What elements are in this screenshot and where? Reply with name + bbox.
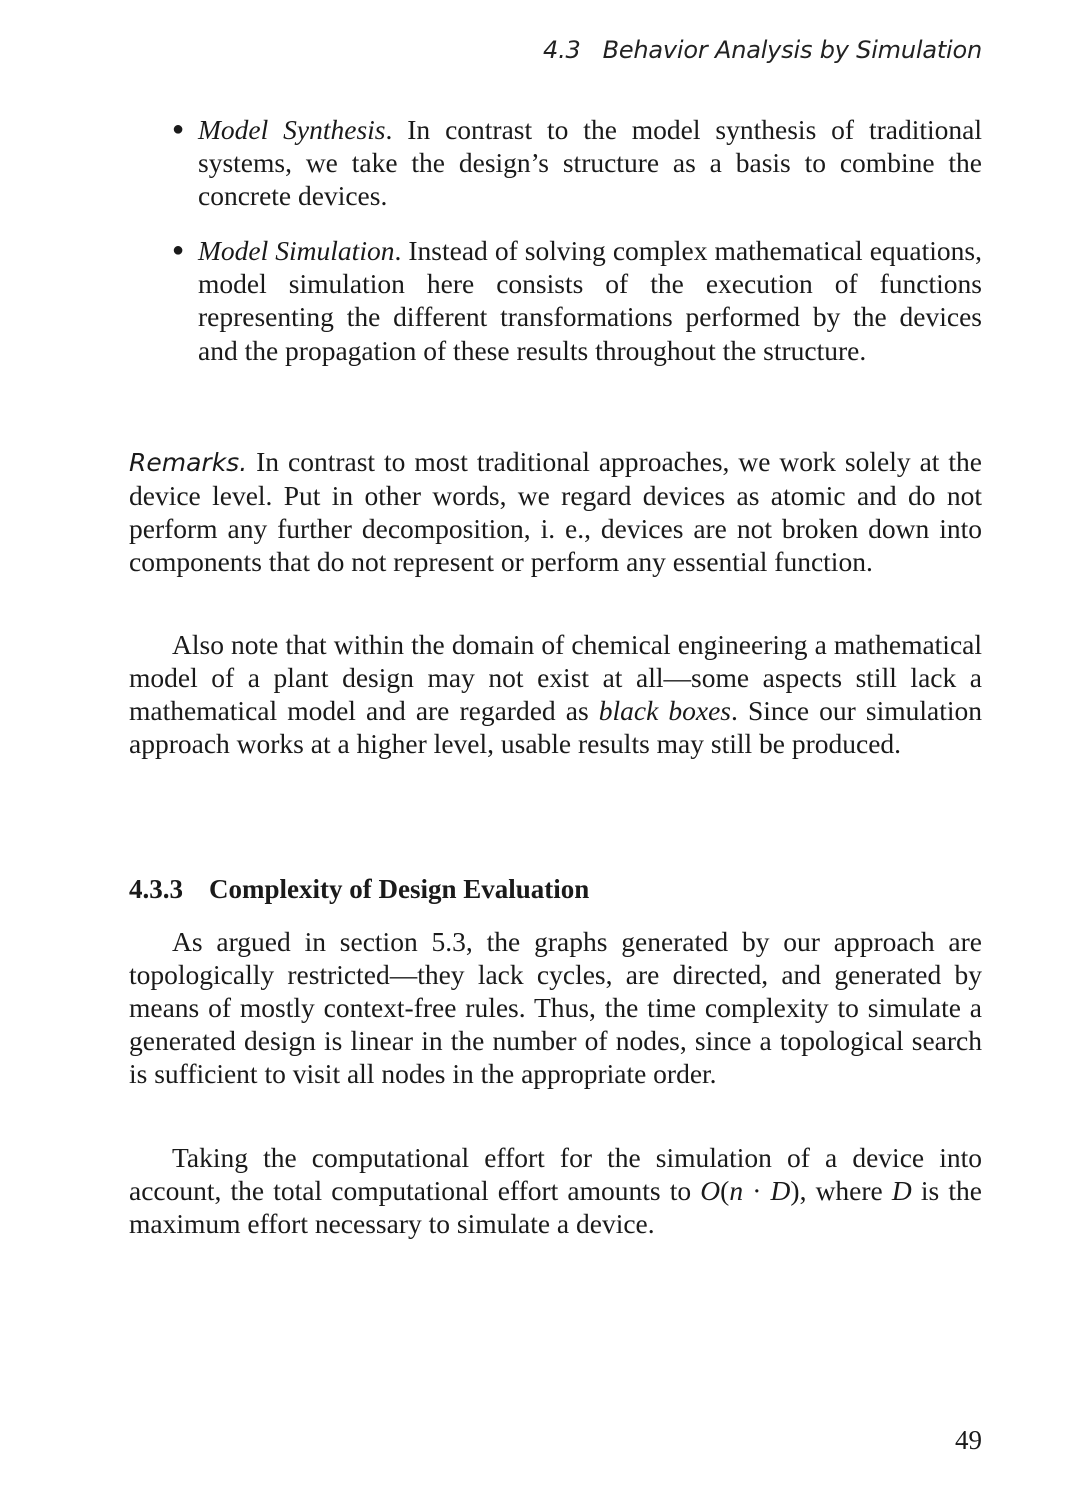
- paragraph-text-before: Taking the computational effort for the simulation of a device into account, the total computational effort amounts to: [129, 1142, 982, 1207]
- page-number: 49: [955, 1425, 982, 1455]
- variable-D: D: [891, 1175, 912, 1207]
- formula-dot: ·: [743, 1175, 771, 1207]
- running-head-section-number: 4.3: [543, 36, 581, 64]
- paragraph-emphasis: black boxes: [598, 695, 731, 727]
- black-boxes-paragraph: [129, 628, 982, 760]
- formula-close-paren: ): [790, 1175, 800, 1207]
- formula-open-paren: (: [720, 1175, 730, 1207]
- bullet-text: . In contrast to the model synthesis of traditional systems, we take the design’s structure as a basis to combine the concrete devices.: [198, 114, 982, 212]
- paragraph-text-after: . Since our simulation approach works at a higher level, usable results may still be produced.: [129, 695, 982, 760]
- bullet-list: [129, 113, 982, 367]
- bullet-text: . Instead of solving complex mathematical equations, model simulation here consists of the execution of functions representing the different transformations performed by the devices and the propagation of these results throughout the structure.: [198, 235, 982, 366]
- remarks-text: In contrast to most traditional approaches, we work solely at the device level. Put in other words, we regard devices as atomic and do not perform any further decomposition, i. e., devices are not broken down into components that do not represent or perform any essential function.: [129, 446, 982, 578]
- formula-n: n: [729, 1175, 744, 1207]
- formula-O: O: [700, 1175, 721, 1207]
- remarks-label: Remarks.: [129, 448, 248, 477]
- bullet-item-model-simulation: [129, 234, 982, 366]
- running-head-title: Behavior Analysis by Simulation: [602, 36, 982, 64]
- section-title: Complexity of Design Evaluation: [209, 874, 590, 904]
- bullet-term: Model Synthesis: [198, 114, 386, 145]
- section-number: 4.3.3: [129, 874, 183, 904]
- running-head: [543, 36, 982, 64]
- complexity-formula: [700, 1175, 799, 1206]
- bullet-item-model-synthesis: [129, 113, 982, 212]
- paragraph-text-before: Also note that within the domain of chemical engineering a mathematical model of a plant design may not exist at all—some aspects still lack a mathematical model and are regarded as: [129, 629, 982, 727]
- effort-paragraph: [129, 1141, 982, 1240]
- bullet-dot-icon: ●: [172, 239, 185, 262]
- paragraph-text: As argued in section 5.3, the graphs generated by our approach are topologically restricted—they lack cycles, are directed, and generated by means of mostly context-free rules. Thus, the time complexity to simulate a generated design is linear in the number of nodes, since a topological search is sufficient to visit all nodes in the appropriate order.: [129, 926, 982, 1090]
- paragraph-text-after: is the maximum effort necessary to simulate a device.: [129, 1175, 982, 1240]
- bullet-dot-icon: ●: [172, 118, 185, 140]
- formula-D: D: [770, 1175, 791, 1207]
- bullet-term: Model Simulation: [198, 235, 395, 267]
- remarks-paragraph: [129, 445, 982, 578]
- paragraph-text-middle: , where: [799, 1175, 892, 1207]
- section-heading: [129, 874, 589, 905]
- argued-paragraph: [129, 925, 982, 1090]
